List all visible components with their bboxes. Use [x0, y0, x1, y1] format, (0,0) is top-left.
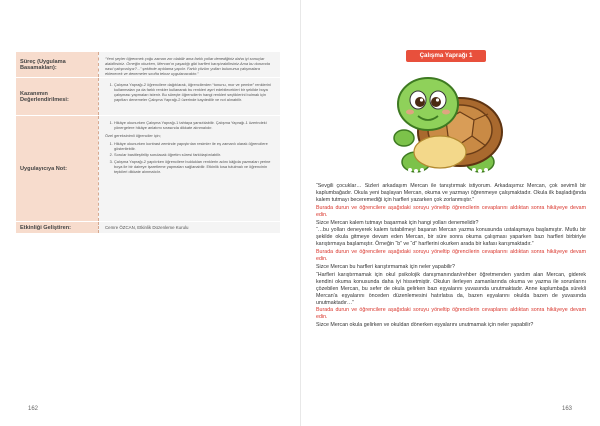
- turtle-illustration: [384, 66, 512, 184]
- list-item: 1. Çalışma Yaprağı-2 öğrencilere dağıtılarak, öğrencilerden “tonunu, mor ve pembe” renklerini kullanmaları ya da farklı renkler kullanarak bu renkleri ayırt edebilecekleri bir şekilde boya çalışması yapmaları istenir. Bu süreçte öğrencilerin hangi renkleri seçtiklerini bulmak için yapıtları denemeler Çalışma Yaprağı-2 üzerinde kaydedilir ve not alınabilir.: [114, 82, 274, 102]
- row-label: Kazanımın Değerlendirilmesi:: [16, 78, 98, 115]
- list-item: 2. Sorular basitleştirilip sorulacak öğretim süresi farklılaştırılabilir.: [114, 152, 274, 157]
- question-text: Sizce Mercan okula gelirken ve okuldan dönerken eşyalarını unutmamak için neler yapabilir?: [316, 322, 534, 329]
- question-text: Sizce Mercan bu harfleri karıştırmamak için neler yapabilir?: [316, 263, 455, 270]
- story-paragraph: “…bu yolları deneyerek kalem tutabilmeyi başaran Mercan yazma konusunda ustalaşmaya başlamıştır. Mutlu bir şekilde okula gitmeye devam eden Mercan, bir süre sonra okuma çalışması yaparken bazı harfleri birbiriyle karıştırmaya başlamıştır. Örneğin “b” ve “d” harflerini okurken arada bir kafası karışmaktadır.”: [316, 227, 586, 248]
- story-paragraph: “Sevgili çocuklar… Sizleri arkadaşım Mercan ile tanıştırmak istiyorum. Arkadaşımız Mercan, çok sevimli bir kaplumbağadır. Okula yeni başlayan Mercan, okuma ve yazmayı öğrenmeye çalışmaktadır. Okula ilk başladığında kalem tutmayı beceremediği için harfleri yazarken çok zorlanmıştır.”: [316, 183, 586, 203]
- teacher-prompt: Burada durun ve öğrencilere aşağıdaki soruyu yöneltip öğrencilerin cevaplarını aldıktan sonra hikâyeye devam edin.: [316, 204, 586, 218]
- table-row: [16, 222, 280, 234]
- row-value: Cemre ÖZCAN, Etkinlik Düzenleme Kurulu: [98, 222, 280, 233]
- row-label: Etkinliği Geliştiren:: [16, 222, 98, 233]
- row-label: Uygulayıcıya Not:: [16, 116, 98, 221]
- teacher-prompt: Burada durun ve öğrencilere aşağıdaki soruyu yöneltip öğrencilerin cevaplarını aldıktan sonra hikâyeye devam edin.: [316, 307, 586, 321]
- story-paragraph: “Harfleri karıştırmamak için okul psikolojik danışmanından/rehber öğretmenden yardım alan Mercan, giderek kendini okuma konusunda daha iyi hissetmiştir. Okulun ilerleyen zamanlarında okuma ve yazma ile sorunlarını çözebilen Mercan, bu sefer de okula gelirken bazı eşyalarını yuvasında unutmaktadır. Anne kaplumbağa sürekli Mercan'a eşyalarını önceden düzenlemesini hatırlatsa da, bazen eşyalarını okulda bazen de yuvasında unutmaktadır…”: [316, 271, 586, 306]
- row-value: [98, 116, 280, 221]
- list-item: 1. Hikâye okunurken Çalışma Yaprağı-1 tahtaya yansıtılabilir. Çalışma Yaprağı-1 üzerindeki yönergelere hikâye anlatımı sırasında dikkate alınmalıdır.: [114, 120, 274, 130]
- list-item: 3. Çalışma Yaprağı-2 yapılırken öğrencilere buldukları renklerin adını kâğıda yazmaları yerine boya ile bir daireye işaretleme yapmaları sağlanabilir. Etkinlik kısa tutulmalı ve öğrencinin tepkileri dikkate alınmalıdır.: [114, 159, 274, 174]
- question-text: Sizce Mercan kalem tutmayı başarmak için hangi yolları denemelidir?: [316, 219, 479, 226]
- worksheet-title: Çalışma Yaprağı 1: [406, 50, 486, 62]
- special-needs-heading: Özel gereksinimli öğrenciler için;: [105, 133, 161, 139]
- process-text: “Yeni şeyler öğrenmek çoğu zaman zor olabilir ama farklı yollar denediğiniz daha iyi sonuçlar alabilirsiniz. Örneğin okurken, Mercan'ın yaşadığı gibi harfleri karıştırabilirsiniz.Ama bu durumda nasıl çalışmalıyız?...” şeklinde açıklama yapılır. Farklı çözüm yolları bulunursa çalışmalara eklenecek ve denemeler sınıfta tekrar uygulanacaktır.”: [105, 56, 270, 77]
- table-row: [16, 116, 280, 222]
- table-row: [16, 52, 280, 78]
- table-row: [16, 78, 280, 116]
- teacher-prompt: Burada durun ve öğrencilere aşağıdaki soruyu yöneltip öğrencilerin cevaplarını aldıktan sonra hikâyeye devam edin.: [316, 249, 586, 263]
- row-value: [98, 78, 280, 115]
- list-item: 1. Hikâye okunurken kontrast zeminde yapıştırılan resimler ile eş zamanlı olarak öğrencilere gösterilebilir.: [114, 141, 274, 151]
- activity-info-table: [16, 52, 280, 234]
- turtle-icon: [384, 66, 512, 184]
- row-value: [98, 52, 280, 77]
- page-number: 163: [561, 406, 572, 412]
- story-text: [316, 183, 586, 330]
- page-number: 162: [28, 406, 39, 412]
- row-label: Süreç (Uygulama Basamakları):: [16, 52, 98, 77]
